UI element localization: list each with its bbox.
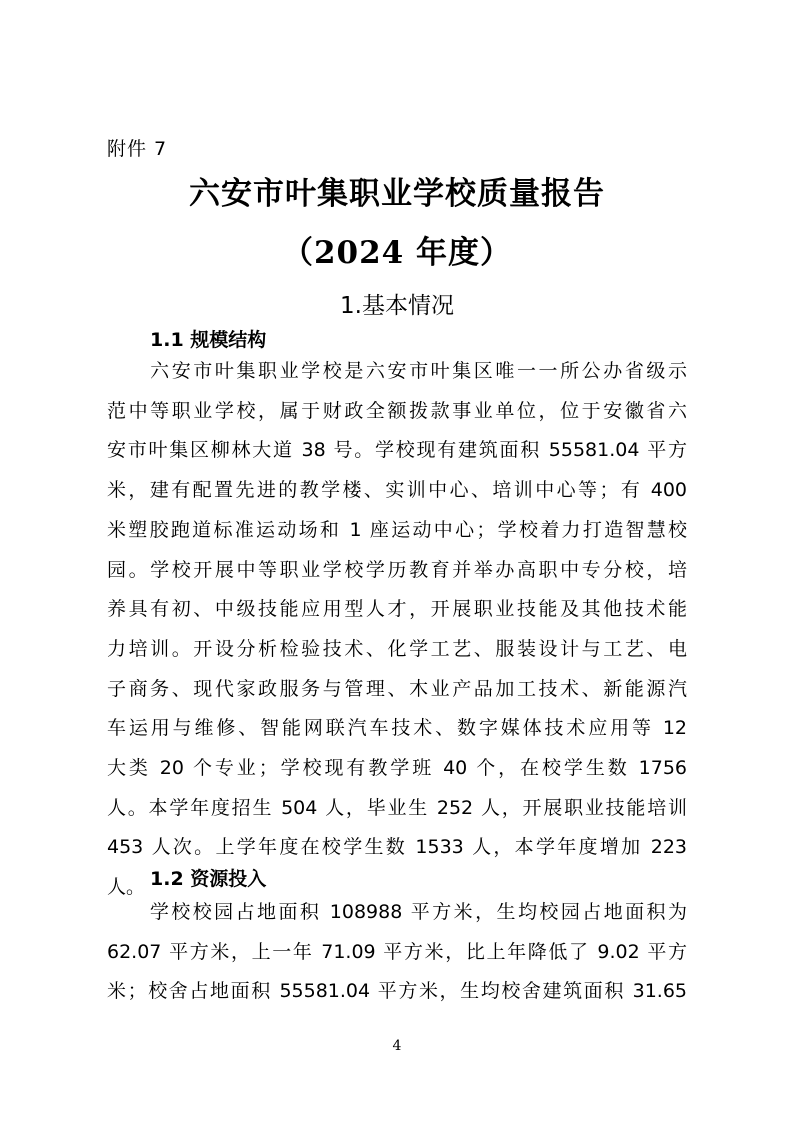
text-line: 安市叶集区柳林大道 38 号。学校现有建筑面积 55581.04 平方 — [107, 439, 687, 462]
text-line: 人。 — [107, 876, 146, 899]
page-number: 4 — [392, 1038, 402, 1054]
text-line: 园。学校开展中等职业学校学历教育并举办高职中专分校，培 — [107, 558, 687, 581]
text-line: 62.07 平方米，上一年 71.09 平方米，比上年降低了 9.02 平方 — [107, 940, 687, 963]
text-line: 养具有初、中级技能应用型人才，开展职业技能及其他技术能 — [107, 598, 687, 621]
text-line: 人。本学年度招生 504 人，毕业生 252 人，开展职业技能培训 — [107, 796, 687, 819]
text-line: 力培训。开设分析检验技术、化学工艺、服装设计与工艺、电 — [107, 637, 687, 660]
subsection-heading-resources: 1.2 资源投入 — [150, 868, 267, 890]
text-line: 六安市叶集职业学校是六安市叶集区唯一一所公办省级示 — [107, 360, 687, 382]
report-title: 六安市叶集职业学校质量报告 — [189, 176, 605, 212]
text-line: 米，建有配置先进的教学楼、实训中心、培训中心等；有 400 — [107, 479, 687, 502]
text-line: 子商务、现代家政服务与管理、木业产品加工技术、新能源汽 — [107, 677, 687, 700]
attachment-label: 附件 7 — [107, 138, 168, 160]
text-line: 学校校园占地面积 108988 平方米，生均校园占地面积为 — [107, 901, 687, 923]
subsection-heading-scale: 1.1 规模结构 — [150, 329, 267, 351]
text-line: 米；校舍占地面积 55581.04 平方米，生均校舍建筑面积 31.65 — [107, 980, 687, 1003]
section-heading: 1.基本情况 — [340, 293, 454, 319]
report-year: （2024 年度） — [281, 235, 513, 271]
text-line: 米塑胶跑道标准运动场和 1 座运动中心；学校着力打造智慧校 — [107, 518, 687, 541]
text-line: 大类 20 个专业；学校现有教学班 40 个，在校学生数 1756 — [107, 757, 687, 780]
text-line: 453 人次。上学年度在校学生数 1533 人，本学年度增加 223 — [107, 836, 687, 859]
paragraph-scale-structure — [107, 352, 687, 908]
paragraph-resource-input — [107, 893, 687, 1012]
text-line: 车运用与维修、智能网联汽车技术、数字媒体技术应用等 12 — [107, 717, 687, 740]
text-line: 范中等职业学校，属于财政全额拨款事业单位，位于安徽省六 — [107, 399, 687, 422]
